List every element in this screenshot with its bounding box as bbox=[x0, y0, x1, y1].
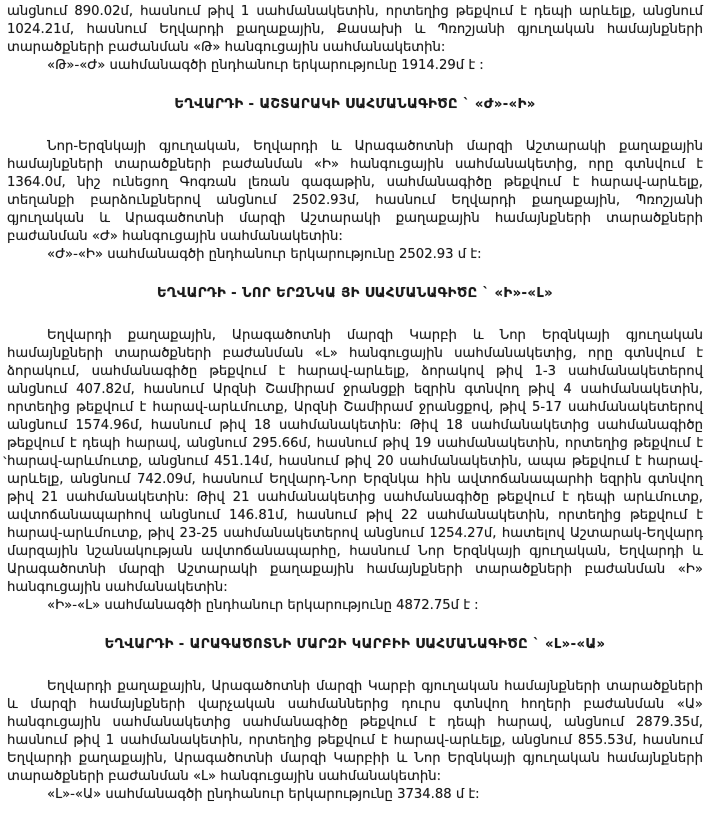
section-heading-yeghvard-karbi: ԵՂՎԱՐԴԻ - ԱՐԱԳԱԾՈՏՆԻ ՄԱՐԶԻ ԿԱՐԲԻԻ ՍԱՀՄԱՆԱԳԻԾԸ ` «Լ»-«Ա» bbox=[104, 637, 606, 652]
boundary-length-summary: «Ժ»-«Ի» սահմանագծի ընդհանուր երկարությունը 2502.93 մ է: bbox=[47, 247, 482, 262]
body-paragraph-continued: անցնում 890.02մ, հասնում թիվ 1 սահմանակետին, որտեղից թեքվում է դեպի արևելք, անցնում 1024.21մ, հասնում Եղվարդի քաղաքային, Քասախի և Պռոշյանի գյուղական համայնքների տարածքների բաժանման «Թ» հանգուցային սահմանակետին: bbox=[7, 4, 703, 55]
scan-artifact-mark: ` bbox=[2, 456, 9, 472]
boundary-length-summary: «Ի»-«Լ» սահմանագծի ընդհանուր երկարությունը 4872.75մ է : bbox=[47, 598, 479, 613]
boundary-length-summary: «Լ»-«Ա» սահմանագծի ընդհանուր երկարությունը 3734.88 մ է: bbox=[47, 787, 480, 802]
section-heading-yeghvard-ashtarak: ԵՂՎԱՐԴԻ - ԱՇՏԱՐԱԿԻ ՍԱՀՄԱՆԱԳԻԾԸ ` «Ժ»-«Ի» bbox=[174, 97, 536, 112]
body-paragraph: Եղվարդի քաղաքային, Արագածոտնի մարզի Կարբի և Նոր Երզնկայի գյուղական համայնքների տարածքների բաժանման «Լ» հանգուցային սահմանակետից, որը գտնվում է ձորակում, սահմանագիծը թեքվում է հարավ-արևելք, ձորակով թիվ 1-3 սահմանակետերով անցնում 407.82մ, հասնում Արզնի Շամիրամ ջրանցքի եզրին գտնվող թիվ 4 սահմանակետին, որտեղից թեքվում է հարավ-արևմուտք, Արզնի Շամիրամ ջրանցքով, թիվ 5-17 սահմանակետերով անցնում 1574.96մ, հասնում թիվ 18 սահմանակետին: Թիվ 18 սահմանակետից սահմանագիծը թեքվում է դեպի հարավ, անցնում 295.66մ, հասնում թիվ 19 սահմանակետին, որտեղից թեքվում է հարավ-արևմուտք, անցնում 451.14մ, հասնում թիվ 20 սահմանակետին, ապա թեքվում է հարավ-արևելք, անցնում 742.09մ, հասնում Եղվարդ-Նոր Երզնկա հին ավտոճանապարհի եզրին գտնվող թիվ 21 սահմանակետին: Թիվ 21 սահմանակետից սահմանագիծը թեքվում է դեպի արևմուտք, ավտոճանապարհով անցնում 146.81մ, հասնում թիվ 22 սահմանակետին, որտեղից թեքվում է հարավ-արևմուտք, թիվ 23-25 սահմանակետերով անցնում 1254.27մ, հատելով Աշտարակ-Եղվարդ մարզային նշանակության ավտոճանապարհը, հասնում Նոր Երզնկայի գյուղական, Եղվարդի և Արագածոտնի մարզի Աշտարակի քաղաքային համայնքների տարածքների բաժանման «Ի» հանգուցային սահմանակետին: bbox=[7, 328, 703, 595]
body-paragraph: Նոր-Երզնկայի գյուղական, Եղվարդի և Արագածոտնի մարզի Աշտարակի քաղաքային համայնքների տարածքների բաժանման «Ի» հանգուցային սահմանակետից, որը գտնվում է 1364.0մ, նիշ ունեցող Գոգռան լեռան գագաթին, սահմանագիծը թեքվում է հարավ-արևելք, տեղանքի բարձունքներով անցնում 2502.93մ, հասնում Եղվարդի քաղաքային, Պռոշյանի գյուղական և Արագածոտնի մարզի Աշտարակի քաղաքային համայնքների տարածքների բաժանման «Ժ» հանգուցային սահմանակետին: bbox=[7, 139, 703, 244]
section-heading-yeghvard-nor-yerznka: ԵՂՎԱՐԴԻ - ՆՈՐ ԵՐԶՆԿԱ ՅԻ ՍԱՀՄԱՆԱԳԻԾԸ ` «Ի»-«Լ» bbox=[157, 286, 553, 301]
body-paragraph: Եղվարդի քաղաքային, Արագածոտնի մարզի Կարբի գյուղական համայնքների տարածքների և մարզի համայնքների վարչական սահմաններից դուրս գտնվող հողերի բաժանման «Ա» հանգուցային սահմանակետից սահմանագիծը թեքվում է դեպի հարավ, անցնում 2879.35մ, հասնում թիվ 1 սահմանակետին, որտեղից թեքվում է հարավ-արևելք, անցնում 855.53մ, հասնում Եղվարդի քաղաքային, Արագածոտնի մարզի Կարբիի և Նոր Երզնկայի գյուղական համայնքների տարածքների բաժանման «Լ» հանգուցային սահմանակետին: bbox=[7, 679, 703, 784]
boundary-length-summary: «Թ»-«Ժ» սահմանագծի ընդհանուր երկարությունը 1914.29մ է : bbox=[47, 58, 484, 73]
